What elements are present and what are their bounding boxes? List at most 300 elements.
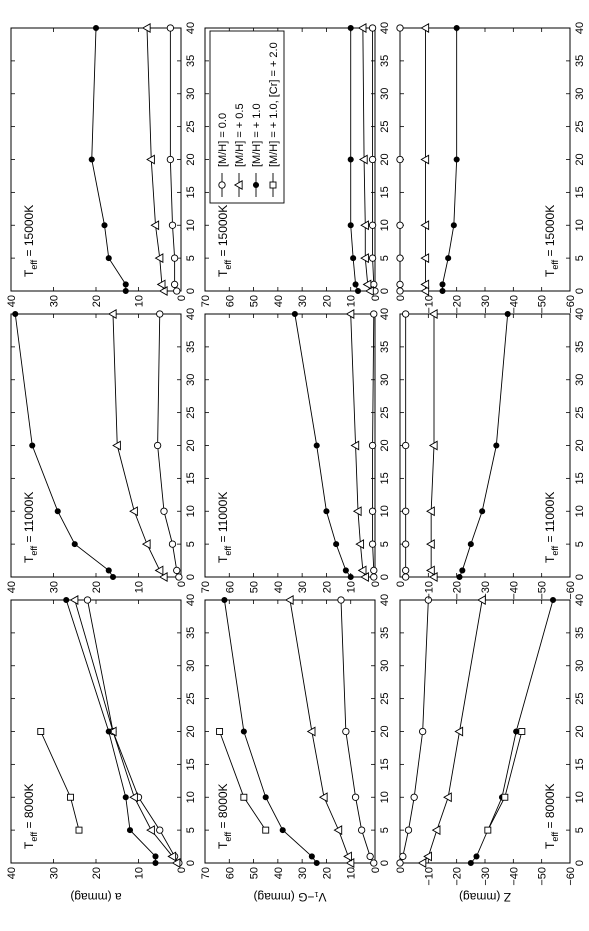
data-point <box>421 254 428 262</box>
data-point <box>397 860 403 866</box>
y-tick-label: 0 <box>370 581 382 588</box>
data-point <box>371 281 377 287</box>
series-line <box>295 314 351 577</box>
data-point <box>468 542 473 547</box>
x-tick-label: 30 <box>574 373 586 386</box>
data-point <box>402 541 408 547</box>
x-tick-label: 5 <box>574 827 586 834</box>
x-tick-label: 5 <box>379 255 391 262</box>
x-tick-label: 35 <box>379 340 391 353</box>
x-tick-label: 40 <box>185 593 197 607</box>
data-point <box>397 156 403 162</box>
data-point <box>286 596 293 604</box>
y-tick-label: −30 <box>480 295 492 314</box>
data-point <box>30 443 35 448</box>
x-tick-label: 20 <box>379 725 391 738</box>
data-point <box>343 728 349 734</box>
temperature-annotation: $T_{eff} = 8000K$ <box>22 783 39 849</box>
data-point <box>397 288 403 294</box>
data-point <box>143 24 150 32</box>
x-tick-label: 0 <box>379 573 391 581</box>
data-point <box>411 794 417 800</box>
x-tick-label: 15 <box>574 186 586 199</box>
x-tick-label: 10 <box>379 505 391 518</box>
y-tick-label: 30 <box>297 295 310 308</box>
x-tick-label: 5 <box>185 541 197 548</box>
x-tick-label: 15 <box>185 758 197 771</box>
series-line <box>75 600 177 863</box>
y-tick-label: 0 <box>370 295 382 302</box>
data-point <box>153 860 158 865</box>
y-tick-label: 40 <box>6 295 18 308</box>
y-tick-label: 50 <box>248 581 261 594</box>
series-3 <box>38 729 82 834</box>
data-point <box>371 574 377 580</box>
y-tick-label: 10 <box>345 581 358 594</box>
y-tick-label: 10 <box>133 295 146 308</box>
x-tick-label: 10 <box>574 219 586 232</box>
y-tick-label: 20 <box>91 867 103 880</box>
x-tick-label: 40 <box>185 21 197 35</box>
x-tick-label: 35 <box>185 54 197 67</box>
x-tick-label: 35 <box>379 54 391 67</box>
x-tick-label: 25 <box>185 406 197 419</box>
series-2 <box>440 25 459 293</box>
data-point <box>344 852 351 860</box>
temperature-annotation: $T_{eff} = 15000K$ <box>216 204 233 277</box>
temperature-annotation: $T_{eff} = 11000K$ <box>22 491 39 563</box>
data-point <box>454 25 459 30</box>
y-tick-label: 60 <box>224 581 237 594</box>
data-point <box>263 795 268 800</box>
data-point <box>153 854 158 859</box>
x-tick-label: 5 <box>379 541 391 548</box>
legend-label: [M/H] = 0.0 <box>217 112 229 167</box>
x-tick-label: 10 <box>574 791 586 804</box>
data-point <box>502 794 508 800</box>
data-point <box>359 24 366 32</box>
panel-z-15000 <box>395 22 589 314</box>
y-tick-label: −10 <box>423 295 436 314</box>
legend-label: [M/H] = + 0.5 <box>234 103 246 167</box>
y-tick-label: −60 <box>565 867 577 886</box>
data-point <box>397 25 403 31</box>
x-tick-label: 30 <box>185 87 197 100</box>
data-point <box>263 827 269 833</box>
data-point <box>160 573 167 581</box>
x-tick-label: 40 <box>185 307 197 321</box>
data-point <box>480 509 485 514</box>
y-tick-label: 40 <box>272 295 285 308</box>
x-tick-label: 0 <box>379 859 391 867</box>
x-tick-label: 40 <box>574 307 586 321</box>
data-point <box>173 859 180 867</box>
data-point <box>421 24 428 32</box>
data-point <box>397 281 403 287</box>
y-tick-label: 20 <box>321 867 334 880</box>
y-tick-label: 20 <box>91 581 103 594</box>
data-point <box>514 729 519 734</box>
data-point <box>102 223 107 228</box>
x-tick-label: 35 <box>185 340 197 353</box>
data-point <box>169 222 175 228</box>
series-2 <box>89 25 128 293</box>
data-point <box>371 567 377 573</box>
data-point <box>309 854 314 859</box>
series-1 <box>427 310 437 581</box>
data-point <box>106 256 111 261</box>
data-point <box>217 729 223 735</box>
series-line <box>92 28 126 291</box>
y-tick-label: −50 <box>536 581 549 600</box>
data-point <box>334 542 339 547</box>
data-point <box>156 566 163 574</box>
y-tick-label: 30 <box>297 867 310 880</box>
y-tick-label: 0 <box>395 295 407 302</box>
data-point <box>292 311 297 316</box>
data-point <box>474 854 479 859</box>
panel-vg-15000 <box>200 22 391 307</box>
series-2 <box>348 25 360 293</box>
y-tick-label: −40 <box>508 867 521 886</box>
x-tick-label: 5 <box>379 827 391 834</box>
y-tick-label: 10 <box>345 295 358 308</box>
x-tick-label: 25 <box>379 692 391 705</box>
data-point <box>440 288 445 293</box>
data-point <box>154 442 160 448</box>
data-point <box>421 280 428 288</box>
data-point <box>68 794 74 800</box>
legend-marker <box>270 182 276 188</box>
data-point <box>457 574 462 579</box>
x-tick-label: 35 <box>185 626 197 639</box>
data-point <box>402 311 408 317</box>
y-tick-label: 30 <box>48 867 61 880</box>
data-point <box>169 541 175 547</box>
series-line <box>423 600 483 863</box>
data-point <box>361 254 368 262</box>
data-point <box>157 311 163 317</box>
data-point <box>419 728 425 734</box>
temperature-annotation: $T_{eff} = 11000K$ <box>216 491 233 563</box>
x-tick-label: 0 <box>185 859 197 867</box>
x-tick-label: 35 <box>379 626 391 639</box>
x-tick-label: 15 <box>574 758 586 771</box>
data-point <box>174 288 180 294</box>
x-tick-label: 20 <box>379 439 391 452</box>
data-point <box>427 507 434 515</box>
data-point <box>397 222 403 228</box>
x-tick-label: 40 <box>379 593 391 607</box>
data-point <box>143 540 150 548</box>
data-point <box>171 281 177 287</box>
data-point <box>314 443 319 448</box>
y-tick-label: 70 <box>200 295 212 308</box>
data-point <box>334 826 341 834</box>
temperature-annotation: $T_{eff} = 8000K$ <box>216 783 233 849</box>
data-point <box>147 826 154 834</box>
data-point <box>314 860 319 865</box>
series-2 <box>222 597 319 865</box>
data-point <box>343 568 348 573</box>
data-point <box>280 828 285 833</box>
data-point <box>468 860 473 865</box>
y-tick-label: 0 <box>176 867 188 874</box>
data-point <box>109 310 116 318</box>
data-point <box>38 729 44 735</box>
data-point <box>72 542 77 547</box>
legend <box>210 31 284 203</box>
x-tick-label: 30 <box>379 87 391 100</box>
y-axis-label: Z (mmag) <box>459 890 511 904</box>
x-tick-label: 25 <box>574 406 586 419</box>
x-tick-label: 20 <box>185 153 197 166</box>
x-tick-label: 0 <box>379 287 391 295</box>
plot-frame <box>11 28 181 291</box>
y-tick-label: 60 <box>224 867 237 880</box>
x-tick-label: 15 <box>185 186 197 199</box>
rotated-figure-group <box>6 22 589 904</box>
data-point <box>402 567 408 573</box>
y-tick-label: −20 <box>451 867 464 886</box>
y-tick-label: 30 <box>48 581 61 594</box>
x-tick-label: 20 <box>185 439 197 452</box>
x-tick-label: 20 <box>185 725 197 738</box>
data-point <box>358 827 364 833</box>
data-point <box>369 255 375 261</box>
x-tick-label: 10 <box>574 505 586 518</box>
data-point <box>123 795 128 800</box>
x-tick-label: 5 <box>574 541 586 548</box>
data-point <box>519 729 525 735</box>
data-point <box>55 509 60 514</box>
legend-marker <box>219 182 225 188</box>
x-tick-label: 15 <box>185 472 197 485</box>
panel-a-11000 <box>6 308 197 593</box>
data-point <box>76 827 82 833</box>
x-tick-label: 20 <box>574 153 586 166</box>
series-line <box>88 600 179 863</box>
x-tick-label: 35 <box>574 340 586 353</box>
x-tick-label: 40 <box>574 21 586 35</box>
series-0 <box>369 25 378 294</box>
y-tick-label: 10 <box>133 581 146 594</box>
x-tick-label: 30 <box>574 87 586 100</box>
x-tick-label: 40 <box>574 593 586 607</box>
series-0 <box>397 25 403 294</box>
y-tick-label: 10 <box>345 867 358 880</box>
data-point <box>369 25 375 31</box>
y-tick-label: −50 <box>536 867 549 886</box>
x-tick-label: 25 <box>574 692 586 705</box>
y-tick-label: 0 <box>370 867 382 874</box>
series-0 <box>402 311 408 580</box>
x-tick-label: 25 <box>185 692 197 705</box>
x-tick-label: 20 <box>574 439 586 452</box>
data-point <box>157 827 163 833</box>
y-tick-label: 0 <box>395 581 407 588</box>
series-1 <box>143 24 167 295</box>
data-point <box>369 508 375 514</box>
data-point <box>167 156 173 162</box>
y-tick-label: −60 <box>565 581 577 600</box>
y-tick-label: 20 <box>91 295 103 308</box>
x-tick-label: 10 <box>185 219 197 232</box>
panel-vg-11000 <box>200 308 391 593</box>
series-line <box>224 600 316 863</box>
data-point <box>348 157 353 162</box>
data-point <box>127 828 132 833</box>
data-point <box>361 221 368 229</box>
y-tick-label: −10 <box>423 867 436 886</box>
data-point <box>550 597 555 602</box>
x-tick-label: 20 <box>379 153 391 166</box>
data-point <box>106 729 111 734</box>
data-point <box>355 288 360 293</box>
y-tick-label: −50 <box>536 295 549 314</box>
data-point <box>93 25 98 30</box>
series-1 <box>418 596 485 867</box>
x-tick-label: 0 <box>185 573 197 581</box>
data-point <box>348 25 353 30</box>
x-tick-label: 10 <box>379 219 391 232</box>
data-point <box>161 508 167 514</box>
data-point <box>353 282 358 287</box>
data-point <box>494 443 499 448</box>
y-tick-label: −60 <box>565 295 577 314</box>
data-point <box>348 223 353 228</box>
x-tick-label: 5 <box>574 255 586 262</box>
y-axis-label: V₁−G (mmag) <box>253 890 327 904</box>
y-tick-label: 60 <box>224 295 237 308</box>
data-point <box>418 859 425 867</box>
y-tick-label: 40 <box>6 581 18 594</box>
data-point <box>324 509 329 514</box>
x-tick-label: 0 <box>574 287 586 295</box>
data-point <box>241 794 247 800</box>
y-tick-label: 40 <box>272 581 285 594</box>
x-tick-label: 30 <box>185 373 197 386</box>
y-tick-label: 10 <box>133 867 146 880</box>
x-tick-label: 35 <box>574 626 586 639</box>
data-point <box>369 442 375 448</box>
temperature-annotation: $T_{eff} = 11000K$ <box>543 491 560 563</box>
data-point <box>123 282 128 287</box>
y-tick-label: −30 <box>480 867 492 886</box>
data-point <box>402 442 408 448</box>
y-tick-label: 30 <box>48 295 61 308</box>
x-tick-label: 30 <box>185 659 197 672</box>
data-point <box>454 157 459 162</box>
series-line <box>460 314 508 577</box>
data-point <box>89 157 94 162</box>
x-tick-label: 15 <box>379 472 391 485</box>
series-line <box>488 732 522 831</box>
data-point <box>347 310 354 318</box>
x-tick-label: 25 <box>574 120 586 133</box>
data-point <box>171 255 177 261</box>
data-point <box>369 222 375 228</box>
data-point <box>351 256 356 261</box>
x-tick-label: 15 <box>379 186 391 199</box>
x-tick-label: 30 <box>379 373 391 386</box>
y-tick-label: 40 <box>272 867 285 880</box>
x-tick-label: 25 <box>185 120 197 133</box>
data-point <box>402 574 408 580</box>
data-point <box>397 255 403 261</box>
data-point <box>460 568 465 573</box>
data-point <box>451 223 456 228</box>
data-point <box>64 597 69 602</box>
data-point <box>110 574 115 579</box>
data-point <box>369 541 375 547</box>
x-tick-label: 40 <box>379 307 391 321</box>
x-tick-label: 0 <box>574 573 586 581</box>
y-tick-label: −20 <box>451 581 464 600</box>
y-tick-label: −40 <box>508 581 521 600</box>
data-point <box>485 827 491 833</box>
panel-a-15000 <box>6 22 197 307</box>
x-tick-label: 10 <box>185 791 197 804</box>
data-point <box>444 793 451 801</box>
x-tick-label: 5 <box>185 827 197 834</box>
data-point <box>106 568 111 573</box>
series-line <box>41 732 79 831</box>
legend-marker <box>253 182 258 187</box>
data-point <box>427 540 434 548</box>
data-point <box>402 508 408 514</box>
data-point <box>174 567 180 573</box>
data-point <box>440 282 445 287</box>
series-2 <box>457 311 510 579</box>
y-tick-label: 50 <box>248 867 261 880</box>
data-point <box>371 860 377 866</box>
x-tick-label: 5 <box>185 255 197 262</box>
y-tick-label: 50 <box>248 295 261 308</box>
x-tick-label: 10 <box>379 791 391 804</box>
data-point <box>371 311 377 317</box>
x-tick-label: 15 <box>574 472 586 485</box>
y-tick-label: 0 <box>395 867 407 874</box>
data-point <box>421 155 428 163</box>
y-tick-label: −40 <box>508 295 521 314</box>
data-point <box>405 827 411 833</box>
x-tick-label: 15 <box>379 758 391 771</box>
x-tick-label: 10 <box>185 505 197 518</box>
temperature-annotation: $T_{eff} = 15000K$ <box>543 204 560 277</box>
y-tick-label: 20 <box>321 581 334 594</box>
series-2 <box>292 311 353 579</box>
data-point <box>13 311 18 316</box>
y-tick-label: −20 <box>451 295 464 314</box>
x-tick-label: 30 <box>574 659 586 672</box>
data-point <box>176 574 182 580</box>
data-point <box>369 156 375 162</box>
data-point <box>367 853 373 859</box>
x-tick-label: 30 <box>379 659 391 672</box>
plot-frame <box>205 314 375 577</box>
series-line <box>471 600 553 863</box>
data-point <box>446 256 451 261</box>
temperature-annotation: $T_{eff} = 15000K$ <box>22 204 39 277</box>
y-tick-label: 40 <box>6 867 18 880</box>
data-point <box>168 852 175 860</box>
data-point <box>167 25 173 31</box>
data-point <box>348 574 353 579</box>
series-line <box>290 600 351 863</box>
y-tick-label: −30 <box>480 581 492 600</box>
y-tick-label: 20 <box>321 295 334 308</box>
